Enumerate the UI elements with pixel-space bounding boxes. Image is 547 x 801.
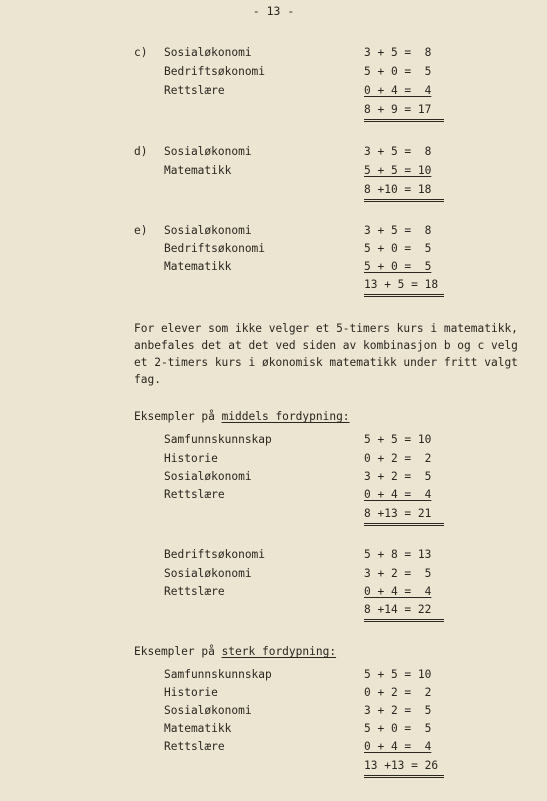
subject: Rettslære	[164, 84, 225, 97]
sum-line-last: 5 + 0 = 5	[364, 260, 432, 273]
sum-total: 8 + 9 = 17	[364, 103, 432, 116]
sum-line: 5 + 0 = 5	[364, 242, 432, 255]
heading-middels: Eksempler på middels fordypning:	[134, 410, 350, 423]
subject: Sosialøkonomi	[164, 224, 252, 237]
subject: Matematikk	[164, 260, 232, 273]
subject: Bedriftsøkonomi	[164, 242, 266, 255]
sum-line-last: 0 + 4 = 4	[364, 84, 432, 97]
double-underline	[364, 775, 444, 778]
section-label-d: d)	[134, 145, 148, 158]
sum-line-last: 0 + 4 = 4	[364, 488, 432, 501]
subject: Historie	[164, 686, 218, 699]
sum-total: 13 + 5 = 18	[364, 278, 439, 291]
subject: Samfunnskunnskap	[164, 433, 272, 446]
sum-line: 0 + 2 = 2	[364, 686, 432, 699]
double-underline	[364, 119, 444, 122]
sum-total: 13 +13 = 26	[364, 759, 439, 772]
subject: Sosialøkonomi	[164, 704, 252, 717]
page-number: - 13 -	[252, 4, 295, 18]
sum-line: 3 + 2 = 5	[364, 704, 432, 717]
sum-line-last: 0 + 4 = 4	[364, 740, 432, 753]
subject: Bedriftsøkonomi	[164, 65, 266, 78]
subject: Rettslære	[164, 488, 225, 501]
sum-line: 5 + 5 = 10	[364, 433, 432, 446]
sum-line: 5 + 8 = 13	[364, 548, 432, 561]
sum-line: 3 + 2 = 5	[364, 567, 432, 580]
double-underline	[364, 523, 444, 526]
sum-total: 8 +13 = 21	[364, 507, 432, 520]
subject: Matematikk	[164, 722, 232, 735]
section-label-e: e)	[134, 224, 148, 237]
subject: Rettslære	[164, 740, 225, 753]
section-label-c: c)	[134, 46, 148, 59]
subject: Sosialøkonomi	[164, 470, 252, 483]
sum-line: 5 + 5 = 10	[364, 668, 432, 681]
body-paragraph: For elever som ikke velger et 5-timers kurs i matematikk, anbefales det at det ved siden av kombinasjon b og c velg et 2-timers kurs i økonomisk matematikk under fritt valgt fag.	[134, 322, 518, 386]
sum-total: 8 +10 = 18	[364, 183, 432, 196]
sum-total: 8 +14 = 22	[364, 603, 432, 616]
sum-line: 5 + 0 = 5	[364, 722, 432, 735]
subject: Sosialøkonomi	[164, 145, 252, 158]
double-underline	[364, 294, 444, 297]
subject: Historie	[164, 452, 218, 465]
sum-line-last: 5 + 5 = 10	[364, 164, 432, 177]
subject: Matematikk	[164, 164, 232, 177]
subject: Sosialøkonomi	[164, 567, 252, 580]
sum-line: 5 + 0 = 5	[364, 65, 432, 78]
subject: Bedriftsøkonomi	[164, 548, 266, 561]
sum-line: 3 + 5 = 8	[364, 224, 432, 237]
double-underline	[364, 199, 444, 202]
sum-line: 0 + 2 = 2	[364, 452, 432, 465]
sum-line-last: 0 + 4 = 4	[364, 585, 432, 598]
subject: Rettslære	[164, 585, 225, 598]
double-underline	[364, 619, 444, 622]
heading-sterk: Eksempler på sterk fordypning:	[134, 645, 337, 658]
sum-line: 3 + 2 = 5	[364, 470, 432, 483]
sum-line: 3 + 5 = 8	[364, 145, 432, 158]
sum-line: 3 + 5 = 8	[364, 46, 432, 59]
subject: Samfunnskunnskap	[164, 668, 272, 681]
subject: Sosialøkonomi	[164, 46, 252, 59]
